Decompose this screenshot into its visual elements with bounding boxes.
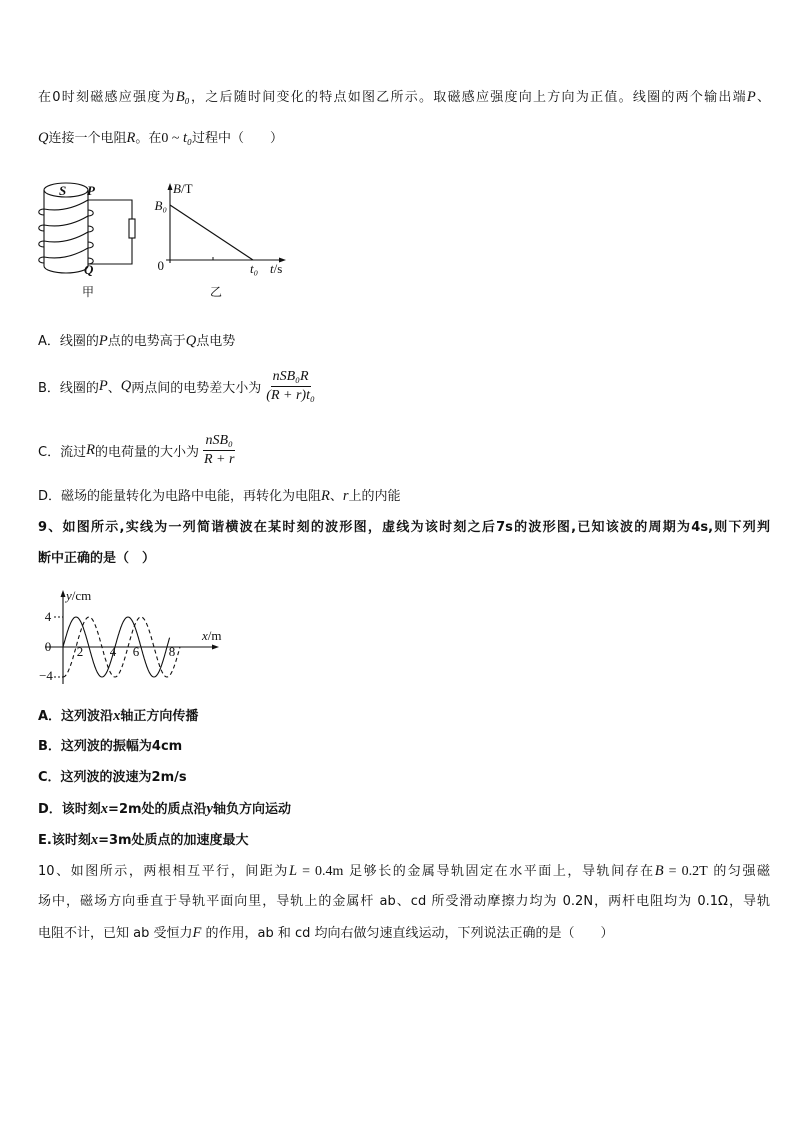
x-axis-unit: /s (273, 261, 283, 276)
text-segment: 、 (329, 489, 343, 504)
x-axis-label (201, 628, 222, 643)
math-var: P (746, 89, 756, 105)
q9-stem-line-2: 断中正确的是（ ） (38, 551, 156, 566)
graph-axes (166, 188, 281, 263)
resistor (129, 219, 135, 238)
text-segment: D．磁场的能量转化为电路中电能，再转化为电阻 (38, 489, 322, 504)
text-segment: ，之后随时间变化的特点如图乙所示。取磁感应强度向上方向为正值。线圈的两个输出端 (189, 90, 747, 105)
terminal-p-label: P (87, 183, 95, 198)
math-var: Q (38, 130, 49, 146)
text-segment: =3m处质点的加速度最大 (98, 833, 249, 848)
math-text: 0 ~ (161, 131, 183, 146)
text-segment: =2m处的质点沿 (108, 802, 207, 817)
x-axis-var: x (202, 628, 208, 643)
figure-yi-graph (155, 181, 286, 299)
x-tick-label: 6 (132, 644, 140, 659)
fraction-numerator: nSB₀R (271, 369, 311, 387)
y-axis-unit: /cm (71, 588, 92, 603)
math-var: P (98, 377, 108, 394)
text-segment: 足够长的金属导轨固定在水平面上，导轨间存在 (343, 864, 655, 879)
text-segment: 电阻不计，已知 ab 受恒力 (38, 926, 193, 941)
math-var: x (100, 801, 109, 817)
text-segment: 。在 (135, 131, 162, 146)
text-segment: 点电势 (196, 334, 236, 349)
text-segment: B．线圈的 (38, 380, 99, 396)
x-axis-label (270, 261, 282, 276)
q10-stem-line-3 (38, 923, 770, 943)
terminal-q-label: Q (84, 262, 94, 277)
q9-option-a (38, 706, 770, 726)
q9-option-e (38, 830, 770, 850)
text-segment: 的匀强磁 (707, 864, 771, 879)
text-segment: 10、如图所示，两根相互平行，间距为 (38, 864, 289, 879)
math-var: R (126, 130, 136, 146)
y-axis-unit: /T (180, 181, 193, 196)
q8-option-c (38, 428, 770, 472)
q9-wave-figure (0, 585, 240, 690)
cylinder-body (44, 190, 88, 273)
x-tick-label: 4 (109, 644, 117, 659)
y-tick-label: 0 (44, 639, 52, 654)
figure-yi-caption: 乙 (209, 285, 223, 299)
q10-stem-line-2: 场中，磁场方向垂直于导轨平面向里，导轨上的金属杆 ab、cd 所受滑动摩擦力均为 0.2N，两杆电阻均为 0.1Ω，导轨 (38, 894, 770, 909)
coil-winding (39, 200, 94, 264)
y-axis-var: B (173, 181, 181, 196)
y-axis-arrow-icon (61, 590, 66, 597)
q9-option-b: B．这列波的振幅为4cm (38, 739, 183, 754)
text-segment: 点的电势高于 (107, 334, 186, 349)
text-segment: C．流过 (38, 444, 87, 460)
x-intercept-label: t₀ (250, 261, 259, 276)
math-text: = 0.4m (297, 864, 344, 879)
x-tick-label: 2 (76, 644, 84, 659)
math-text: = 0.2T (663, 864, 708, 879)
external-circuit-wire (88, 200, 132, 264)
text-segment: 轴正方向传播 (120, 709, 199, 724)
math-var: x (90, 832, 99, 848)
text-segment: 两点间的电势差大小为 (131, 380, 262, 396)
text-segment: 轴负方向运动 (212, 802, 291, 817)
math-var: B (654, 863, 664, 879)
cylinder-label-s: S (59, 183, 67, 198)
math-var: r (342, 488, 349, 504)
q9-option-d (38, 799, 770, 819)
text-segment: 的电荷量的大小为 (94, 444, 199, 460)
fraction-denominator: (R + r)t₀ (266, 387, 315, 403)
y-axis-var: y (66, 588, 72, 603)
math-var: Q (185, 333, 197, 349)
math-var: R (321, 488, 330, 504)
fraction-numerator: nSB₀ (203, 433, 234, 451)
text-segment: 上的内能 (348, 489, 401, 504)
text-segment: D．该时刻 (38, 802, 101, 817)
y-axis-label (64, 588, 91, 603)
y-tick-label: 4 (44, 609, 52, 624)
math-var: R (86, 441, 95, 458)
fraction (264, 369, 317, 404)
math-var: L (288, 863, 298, 879)
origin-label: 0 (157, 258, 164, 273)
math-var: B₀ (175, 89, 190, 105)
figure-jia-coil (39, 183, 135, 299)
y-axis-arrow-icon (168, 183, 173, 190)
x-axis-unit: /m (207, 628, 222, 643)
math-var: Q (120, 377, 132, 394)
text-segment: 、 (755, 90, 770, 105)
q8-option-d (38, 486, 770, 506)
text-segment: 的作用，ab 和 cd 均向右做匀速直线运动，下列说法正确的是（ ） (201, 926, 614, 941)
math-var: x (113, 708, 121, 724)
q9-option-c: C．这列波的波速为2m/s (38, 770, 187, 785)
text-segment: 、 (107, 380, 121, 396)
math-var: F (192, 925, 202, 941)
fraction (202, 433, 236, 468)
text-segment: E.该时刻 (38, 833, 91, 848)
q8-stem-line-2 (38, 128, 770, 148)
text-segment: A．线圈的 (38, 334, 99, 349)
q10-stem-line-1 (38, 861, 770, 881)
y-tick-label: −4 (39, 668, 53, 683)
math-var: y (206, 801, 213, 817)
text-segment: A．这列波沿 (38, 709, 114, 724)
x-tick-label: 8 (168, 644, 176, 659)
b-t-line (170, 205, 253, 260)
q9-stem-line-1: 9、如图所示,实线为一列简谐横波在某时刻的波形图，虚线为该时刻之后7s的波形图,已知该波的周期为4s,则下列判 (38, 520, 770, 535)
q8-figures (0, 175, 320, 305)
text-segment: 连接一个电阻 (48, 131, 127, 146)
x-axis-arrow-icon (212, 645, 219, 650)
fraction-denominator: R + r (203, 451, 235, 467)
text-segment: 在0时刻磁感应强度为 (38, 90, 176, 105)
math-var: t₀ (182, 130, 193, 146)
y-intercept-label: B₀ (154, 198, 167, 213)
q8-stem-line-1 (38, 87, 770, 107)
y-axis-label (173, 181, 193, 196)
q8-option-b (38, 364, 770, 408)
math-var: P (98, 333, 108, 349)
figure-jia-caption: 甲 (81, 285, 95, 299)
text-segment: 过程中（ ） (192, 131, 284, 146)
x-axis-var: t (270, 261, 274, 276)
q8-option-a (38, 331, 770, 351)
